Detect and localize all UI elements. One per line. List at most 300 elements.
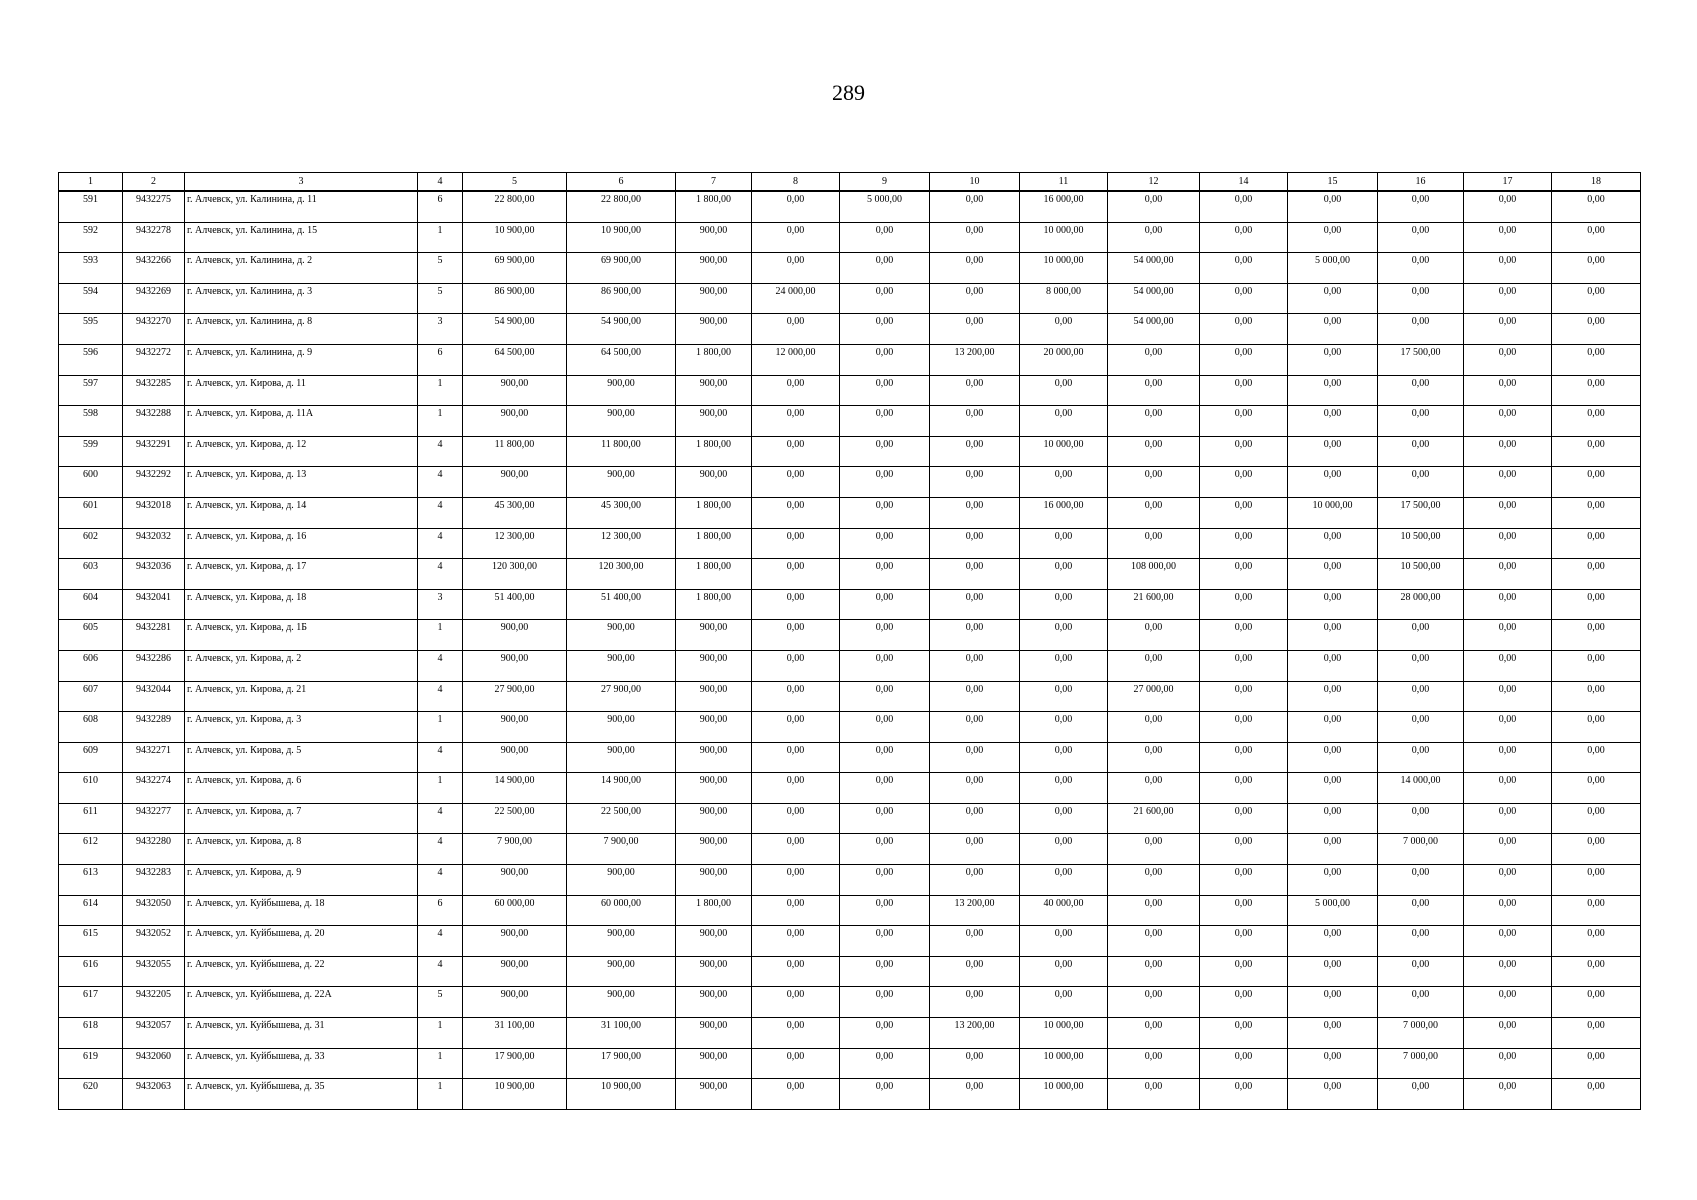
table-cell: 0,00 (1108, 1018, 1200, 1049)
table-cell: 0,00 (1378, 650, 1464, 681)
table-cell: 0,00 (1552, 956, 1641, 987)
table-cell: г. Алчевск, ул. Кирова, д. 16 (185, 528, 418, 559)
table-cell: 28 000,00 (1378, 589, 1464, 620)
table-cell: 0,00 (1464, 1079, 1552, 1110)
column-header: 10 (930, 173, 1020, 192)
table-cell: 1 (418, 406, 463, 437)
table-cell: 5 000,00 (840, 191, 930, 222)
table-cell: г. Алчевск, ул. Кирова, д. 7 (185, 803, 418, 834)
table-cell: 0,00 (1020, 620, 1108, 651)
table-cell: 17 900,00 (567, 1048, 676, 1079)
table-cell: 0,00 (1288, 712, 1378, 743)
table-cell: 9432036 (123, 559, 185, 590)
table-cell: 602 (59, 528, 123, 559)
table-cell: 0,00 (1378, 467, 1464, 498)
table-cell: 0,00 (1378, 406, 1464, 437)
table-cell: 1 800,00 (676, 528, 752, 559)
table-cell: 1 (418, 1048, 463, 1079)
table-cell: 900,00 (463, 375, 567, 406)
table-row (59, 528, 1641, 559)
table-cell: 0,00 (840, 834, 930, 865)
table-cell: 0,00 (930, 956, 1020, 987)
table-cell: 900,00 (676, 956, 752, 987)
table-cell: 0,00 (840, 406, 930, 437)
table-row (59, 834, 1641, 865)
table-cell: 5 (418, 283, 463, 314)
table-cell: 595 (59, 314, 123, 345)
table-cell: 611 (59, 803, 123, 834)
table-cell: 7 900,00 (463, 834, 567, 865)
table-cell: 0,00 (1288, 314, 1378, 345)
table-cell: 0,00 (840, 467, 930, 498)
table-cell: 0,00 (840, 1018, 930, 1049)
page-number: 289 (832, 80, 865, 105)
table-cell: г. Алчевск, ул. Калинина, д. 8 (185, 314, 418, 345)
table-cell: 4 (418, 865, 463, 896)
table-cell: 0,00 (930, 773, 1020, 804)
column-header: 4 (418, 173, 463, 192)
table-cell: 27 000,00 (1108, 681, 1200, 712)
table-cell: 16 000,00 (1020, 497, 1108, 528)
table-body (59, 191, 1641, 1109)
table-cell: 600 (59, 467, 123, 498)
table-cell: 0,00 (1552, 1018, 1641, 1049)
table-row (59, 559, 1641, 590)
table-cell: 0,00 (1378, 742, 1464, 773)
table-cell: 0,00 (1552, 834, 1641, 865)
table-cell: 0,00 (1378, 987, 1464, 1018)
table-cell: 14 900,00 (463, 773, 567, 804)
table-cell: 0,00 (1464, 406, 1552, 437)
table-cell: 0,00 (1108, 895, 1200, 926)
table-cell: 0,00 (1108, 497, 1200, 528)
table-cell: 10 000,00 (1020, 253, 1108, 284)
table-cell: г. Алчевск, ул. Кирова, д. 17 (185, 559, 418, 590)
table-cell: 0,00 (840, 681, 930, 712)
table-cell: 60 000,00 (463, 895, 567, 926)
table-cell: 0,00 (1552, 528, 1641, 559)
table-cell: г. Алчевск, ул. Кирова, д. 3 (185, 712, 418, 743)
table-cell: 54 900,00 (463, 314, 567, 345)
table-cell: 0,00 (1464, 497, 1552, 528)
table-cell: 900,00 (676, 222, 752, 253)
table-cell: 0,00 (1378, 803, 1464, 834)
table-cell: 0,00 (1464, 865, 1552, 896)
table-cell: 0,00 (1288, 283, 1378, 314)
table-cell: 0,00 (1108, 834, 1200, 865)
table-cell: 0,00 (1288, 834, 1378, 865)
table-cell: 607 (59, 681, 123, 712)
table-cell: 0,00 (1200, 191, 1288, 222)
table-cell: 0,00 (1200, 803, 1288, 834)
table-cell: 900,00 (676, 803, 752, 834)
table-cell: г. Алчевск, ул. Калинина, д. 11 (185, 191, 418, 222)
table-cell: 0,00 (1020, 650, 1108, 681)
table-cell: 900,00 (567, 620, 676, 651)
table-cell: г. Алчевск, ул. Калинина, д. 15 (185, 222, 418, 253)
table-cell: 54 000,00 (1108, 253, 1200, 284)
table-cell: 0,00 (1464, 589, 1552, 620)
table-cell: 592 (59, 222, 123, 253)
table-cell: 0,00 (752, 222, 840, 253)
table-cell: 900,00 (463, 712, 567, 743)
table-cell: 21 600,00 (1108, 589, 1200, 620)
table-cell: 900,00 (463, 956, 567, 987)
table-cell: 1 (418, 375, 463, 406)
table-cell: 0,00 (1378, 436, 1464, 467)
table-cell: 1 (418, 620, 463, 651)
table-cell: 0,00 (840, 620, 930, 651)
table-cell: 620 (59, 1079, 123, 1110)
table-row (59, 803, 1641, 834)
table-cell: 0,00 (1288, 681, 1378, 712)
table-cell: 900,00 (567, 712, 676, 743)
table-cell: 0,00 (1200, 620, 1288, 651)
table-cell: г. Алчевск, ул. Кирова, д. 8 (185, 834, 418, 865)
table-cell: 596 (59, 344, 123, 375)
table-cell: 0,00 (1464, 559, 1552, 590)
column-header: 3 (185, 173, 418, 192)
table-cell: 3 (418, 589, 463, 620)
table-cell: 9432266 (123, 253, 185, 284)
table-cell: 0,00 (930, 559, 1020, 590)
table-cell: 900,00 (567, 956, 676, 987)
table-cell: 0,00 (1378, 253, 1464, 284)
table-cell: 0,00 (840, 528, 930, 559)
table-cell: 13 200,00 (930, 344, 1020, 375)
table-cell: 0,00 (1108, 926, 1200, 957)
table-cell: 0,00 (1200, 1018, 1288, 1049)
table-row (59, 895, 1641, 926)
table-cell: 0,00 (1108, 956, 1200, 987)
table-cell: 9432052 (123, 926, 185, 957)
table-cell: 612 (59, 834, 123, 865)
table-cell: 900,00 (676, 1018, 752, 1049)
table-cell: 14 000,00 (1378, 773, 1464, 804)
table-cell: 0,00 (752, 895, 840, 926)
table-cell: 0,00 (840, 375, 930, 406)
table-cell: 0,00 (1200, 895, 1288, 926)
table-row (59, 1079, 1641, 1110)
table-cell: 0,00 (840, 497, 930, 528)
table-cell: 0,00 (752, 406, 840, 437)
table-cell: 0,00 (1288, 528, 1378, 559)
table-cell: г. Алчевск, ул. Куйбышева, д. 33 (185, 1048, 418, 1079)
table-cell: г. Алчевск, ул. Кирова, д. 11 (185, 375, 418, 406)
table-cell: 40 000,00 (1020, 895, 1108, 926)
table-cell: 0,00 (1020, 742, 1108, 773)
table-cell: 1 (418, 222, 463, 253)
table-cell: 0,00 (1552, 1048, 1641, 1079)
table-cell: 9432050 (123, 895, 185, 926)
table-cell: 0,00 (752, 956, 840, 987)
table-cell: 0,00 (1378, 956, 1464, 987)
table-cell: 0,00 (1108, 467, 1200, 498)
table-cell: 9432291 (123, 436, 185, 467)
table-cell: 17 900,00 (463, 1048, 567, 1079)
table-cell: 0,00 (1200, 467, 1288, 498)
table-cell: 0,00 (1378, 283, 1464, 314)
table-cell: 0,00 (1200, 681, 1288, 712)
table-cell: 0,00 (1378, 926, 1464, 957)
table-cell: 0,00 (1288, 650, 1378, 681)
table-cell: 610 (59, 773, 123, 804)
table-cell: г. Алчевск, ул. Куйбышева, д. 22А (185, 987, 418, 1018)
table-cell: 7 000,00 (1378, 1018, 1464, 1049)
table-cell: 0,00 (930, 375, 1020, 406)
table-cell: 0,00 (840, 253, 930, 284)
table-cell: 0,00 (1288, 559, 1378, 590)
table-cell: 0,00 (1020, 773, 1108, 804)
table-cell: 0,00 (1552, 773, 1641, 804)
table-cell: 21 600,00 (1108, 803, 1200, 834)
table-cell: 900,00 (463, 987, 567, 1018)
table-cell: 900,00 (676, 283, 752, 314)
table-cell: 591 (59, 191, 123, 222)
table-cell: 0,00 (1288, 467, 1378, 498)
column-header: 18 (1552, 173, 1641, 192)
table-cell: 900,00 (676, 773, 752, 804)
header-row (59, 173, 1641, 192)
table-cell: 0,00 (1020, 375, 1108, 406)
table-cell: 0,00 (1464, 191, 1552, 222)
table-row (59, 956, 1641, 987)
table-cell: 0,00 (1020, 406, 1108, 437)
table-cell: 9432292 (123, 467, 185, 498)
table-cell: 22 800,00 (463, 191, 567, 222)
table-cell: 51 400,00 (567, 589, 676, 620)
table-row (59, 742, 1641, 773)
table-cell: 0,00 (1552, 712, 1641, 743)
table-cell: 0,00 (1108, 865, 1200, 896)
table-cell: 0,00 (752, 1048, 840, 1079)
table-cell: 6 (418, 344, 463, 375)
table-cell: 0,00 (930, 1079, 1020, 1110)
table-cell: 12 000,00 (752, 344, 840, 375)
table-cell: г. Алчевск, ул. Кирова, д. 13 (185, 467, 418, 498)
table-cell: 900,00 (676, 1048, 752, 1079)
table-cell: 0,00 (840, 314, 930, 345)
table-cell: 0,00 (930, 467, 1020, 498)
table-cell: 0,00 (1552, 987, 1641, 1018)
table-cell: 14 900,00 (567, 773, 676, 804)
table-cell: 9432288 (123, 406, 185, 437)
table-cell: 20 000,00 (1020, 344, 1108, 375)
table-cell: 16 000,00 (1020, 191, 1108, 222)
table-cell: 4 (418, 803, 463, 834)
table-cell: 0,00 (1464, 222, 1552, 253)
table-cell: 10 000,00 (1288, 497, 1378, 528)
table-cell: 0,00 (752, 1079, 840, 1110)
table-cell: 0,00 (1552, 436, 1641, 467)
table-cell: 0,00 (930, 987, 1020, 1018)
table-cell: 0,00 (1108, 375, 1200, 406)
table-row (59, 222, 1641, 253)
table-cell: 10 900,00 (567, 1079, 676, 1110)
table-row (59, 497, 1641, 528)
table-cell: 4 (418, 834, 463, 865)
table-cell: 0,00 (1378, 865, 1464, 896)
table-row (59, 467, 1641, 498)
table-cell: г. Алчевск, ул. Куйбышева, д. 18 (185, 895, 418, 926)
table-cell: 0,00 (1020, 865, 1108, 896)
table-cell: 9432269 (123, 283, 185, 314)
table-cell: 0,00 (1200, 1048, 1288, 1079)
table-cell: 1 800,00 (676, 895, 752, 926)
table-cell: 0,00 (1378, 375, 1464, 406)
table-row (59, 589, 1641, 620)
table-cell: 17 500,00 (1378, 497, 1464, 528)
table-cell: 616 (59, 956, 123, 987)
table-cell: 0,00 (1464, 375, 1552, 406)
table-cell: 0,00 (1552, 589, 1641, 620)
table-row (59, 253, 1641, 284)
table-cell: 900,00 (676, 926, 752, 957)
table-cell: 0,00 (752, 497, 840, 528)
table-cell: 0,00 (840, 436, 930, 467)
table-cell: 0,00 (752, 467, 840, 498)
table-cell: 4 (418, 528, 463, 559)
table-cell: 0,00 (1552, 406, 1641, 437)
column-header: 1 (59, 173, 123, 192)
table-cell: 4 (418, 467, 463, 498)
table-cell: 0,00 (840, 926, 930, 957)
table-cell: 1 800,00 (676, 436, 752, 467)
table-cell: 0,00 (752, 375, 840, 406)
table-cell: 0,00 (1464, 895, 1552, 926)
table-cell: 0,00 (1108, 742, 1200, 773)
table-cell: 0,00 (840, 1079, 930, 1110)
table-cell: 108 000,00 (1108, 559, 1200, 590)
table-row (59, 712, 1641, 743)
table-cell: 0,00 (1200, 406, 1288, 437)
table-row (59, 650, 1641, 681)
table-cell: 0,00 (1378, 222, 1464, 253)
table-cell: 0,00 (1288, 926, 1378, 957)
table-cell: 0,00 (1108, 436, 1200, 467)
table-cell: 0,00 (1552, 191, 1641, 222)
table-cell: 22 500,00 (463, 803, 567, 834)
table-cell: 0,00 (1288, 1048, 1378, 1079)
table-cell: 9432205 (123, 987, 185, 1018)
table-cell: г. Алчевск, ул. Кирова, д. 18 (185, 589, 418, 620)
table-cell: 619 (59, 1048, 123, 1079)
table-cell: 0,00 (930, 314, 1020, 345)
table-cell: 0,00 (930, 834, 1020, 865)
table-cell: 7 900,00 (567, 834, 676, 865)
table-cell: 0,00 (840, 956, 930, 987)
table-cell: 0,00 (1200, 834, 1288, 865)
table-cell: 13 200,00 (930, 895, 1020, 926)
table-cell: г. Алчевск, ул. Кирова, д. 21 (185, 681, 418, 712)
table-cell: 9432270 (123, 314, 185, 345)
table-cell: 69 900,00 (567, 253, 676, 284)
table-cell: 22 800,00 (567, 191, 676, 222)
table-cell: г. Алчевск, ул. Кирова, д. 6 (185, 773, 418, 804)
table-cell: 64 500,00 (463, 344, 567, 375)
table-cell: 9432057 (123, 1018, 185, 1049)
table-cell: 9432283 (123, 865, 185, 896)
table-cell: 0,00 (1200, 314, 1288, 345)
table-cell: 0,00 (1200, 283, 1288, 314)
table-cell: 0,00 (752, 1018, 840, 1049)
table-cell: 0,00 (1200, 589, 1288, 620)
table-cell: 0,00 (1288, 191, 1378, 222)
table-cell: 0,00 (752, 926, 840, 957)
table-cell: 31 100,00 (567, 1018, 676, 1049)
table-cell: 900,00 (676, 1079, 752, 1110)
table-cell: 69 900,00 (463, 253, 567, 284)
table-cell: 1 800,00 (676, 344, 752, 375)
table-cell: 900,00 (676, 742, 752, 773)
table-cell: 4 (418, 926, 463, 957)
table-cell: 0,00 (1552, 895, 1641, 926)
table-cell: 0,00 (1200, 773, 1288, 804)
table-cell: 0,00 (840, 283, 930, 314)
table-cell: 1 800,00 (676, 559, 752, 590)
table-cell: г. Алчевск, ул. Калинина, д. 9 (185, 344, 418, 375)
table-cell: 0,00 (1378, 1079, 1464, 1110)
table-cell: 0,00 (1200, 436, 1288, 467)
table-cell: 0,00 (1020, 956, 1108, 987)
table-cell: 0,00 (1200, 956, 1288, 987)
table-cell: г. Алчевск, ул. Кирова, д. 9 (185, 865, 418, 896)
table-cell: 0,00 (840, 803, 930, 834)
table-cell: 0,00 (840, 344, 930, 375)
table-cell: 1 (418, 1079, 463, 1110)
table-cell: 0,00 (1552, 222, 1641, 253)
table-cell: 0,00 (840, 712, 930, 743)
table-cell: 0,00 (752, 253, 840, 284)
column-header: 5 (463, 173, 567, 192)
table-cell: 0,00 (1108, 528, 1200, 559)
table-cell: 900,00 (567, 987, 676, 1018)
table-row (59, 375, 1641, 406)
table-cell: 0,00 (1108, 712, 1200, 743)
table-cell: 0,00 (1200, 559, 1288, 590)
table-cell: 0,00 (1464, 773, 1552, 804)
table-cell: 598 (59, 406, 123, 437)
table-cell: 0,00 (1108, 650, 1200, 681)
table-cell: 0,00 (1552, 681, 1641, 712)
table-cell: 0,00 (1378, 314, 1464, 345)
table-row (59, 406, 1641, 437)
table-cell: 0,00 (1552, 375, 1641, 406)
table-cell: 9432277 (123, 803, 185, 834)
table-row (59, 620, 1641, 651)
table-cell: 900,00 (567, 467, 676, 498)
table-cell: 900,00 (676, 253, 752, 284)
table-cell: 9432271 (123, 742, 185, 773)
table-cell: 0,00 (840, 559, 930, 590)
table-cell: 9432044 (123, 681, 185, 712)
table-cell: 5 000,00 (1288, 253, 1378, 284)
table-cell: 4 (418, 559, 463, 590)
table-cell: 617 (59, 987, 123, 1018)
table-cell: 593 (59, 253, 123, 284)
table-cell: 11 800,00 (463, 436, 567, 467)
table-cell: 0,00 (1200, 253, 1288, 284)
table-cell: 0,00 (1464, 528, 1552, 559)
table-cell: 0,00 (1108, 987, 1200, 1018)
table-cell: 0,00 (1200, 650, 1288, 681)
table-cell: 64 500,00 (567, 344, 676, 375)
table-cell: 0,00 (1288, 773, 1378, 804)
table-cell: 0,00 (1288, 865, 1378, 896)
table-cell: 0,00 (1552, 314, 1641, 345)
table-cell: 11 800,00 (567, 436, 676, 467)
table-cell: 51 400,00 (463, 589, 567, 620)
